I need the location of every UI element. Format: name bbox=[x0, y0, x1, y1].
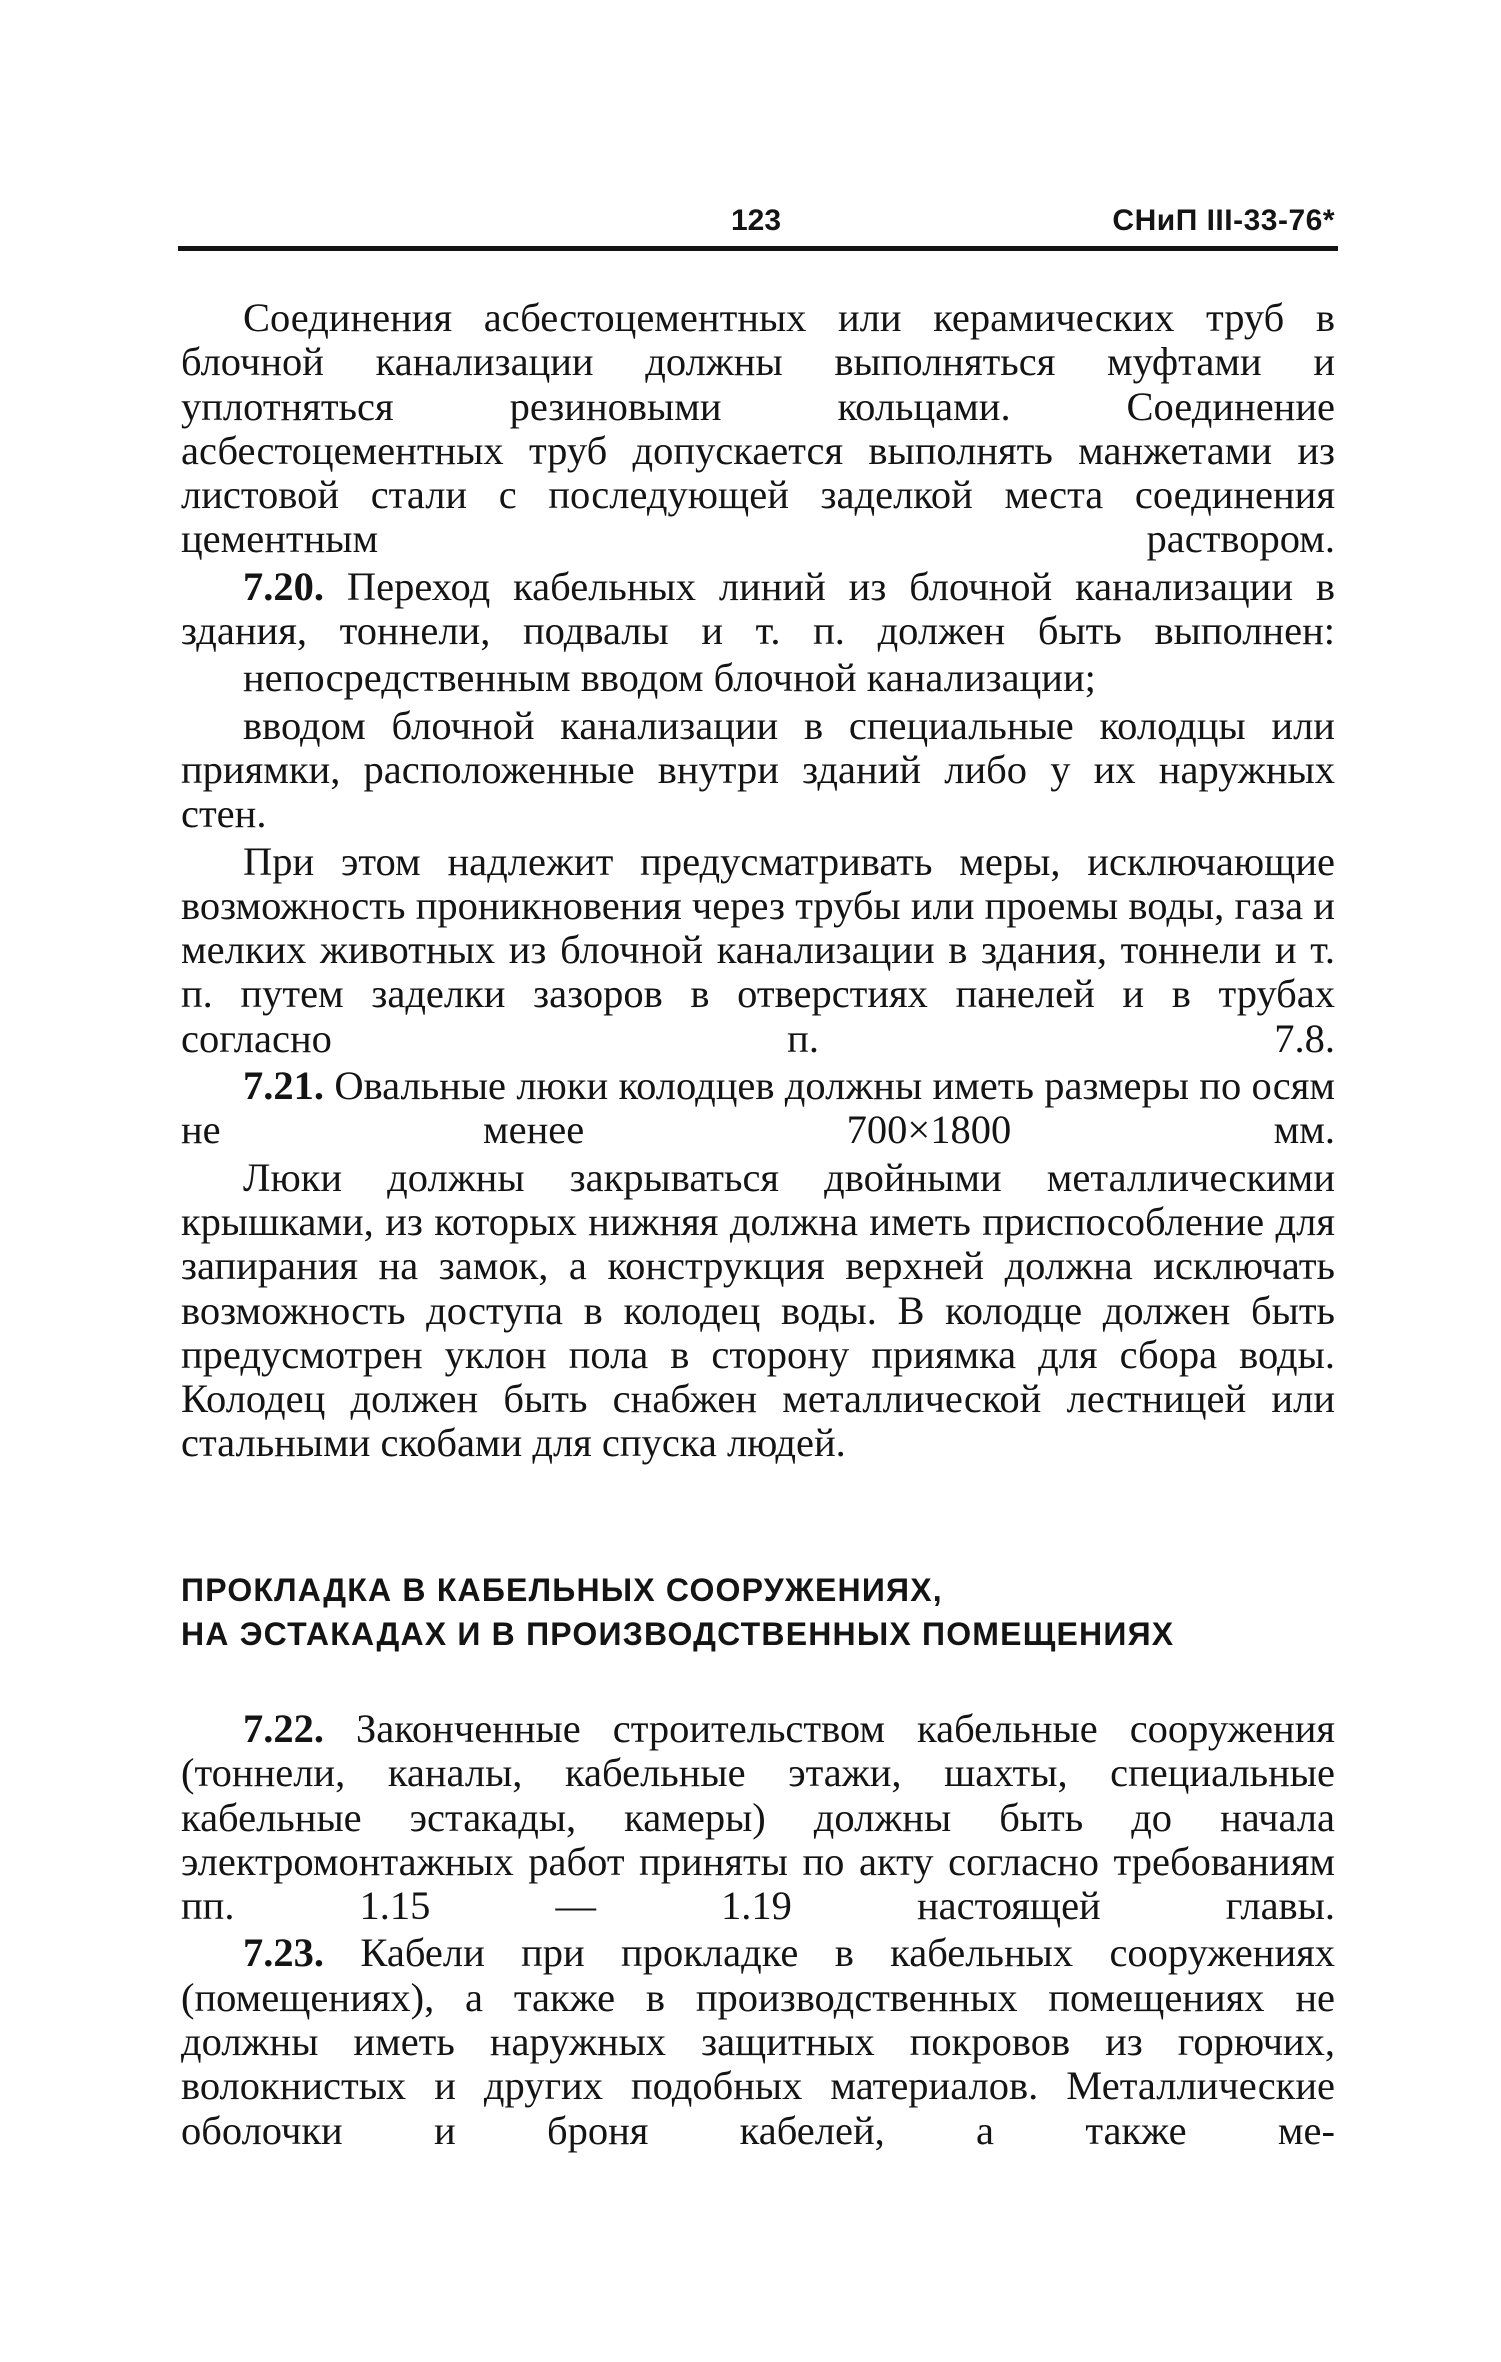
paragraph-7-23 bbox=[181, 1931, 1335, 2152]
section-heading-line-2: НА ЭСТАКАДАХ И В ПРОИЗВОДСТВЕННЫХ ПОМЕЩЕНИЯХ bbox=[181, 1616, 1175, 1652]
paragraph-text: Кабели при прокладке в кабельных сооружениях (помещениях), а также в производственных помещениях не должны иметь наружных защитных покровов из горючих, волокнистых и других подобных материалов. Металлические оболочки и броня кабелей, а также ме- bbox=[181, 1930, 1335, 2153]
running-header bbox=[181, 196, 1335, 246]
paragraph bbox=[181, 840, 1335, 1061]
paragraph-7-20 bbox=[181, 565, 1335, 654]
paragraph bbox=[181, 1156, 1335, 1466]
paragraph-text: Законченные строительством кабельные сооружения (тоннели, каналы, кабельные этажи, шахты, специальные кабельные эстакады, камеры) должны быть до начала электромонтажных работ приняты по акту согласно требованиям пп. 1.15 — 1.19 настоящей главы. bbox=[181, 1706, 1336, 1929]
clause-number: 7.20. bbox=[243, 563, 324, 609]
paragraph-text: Люки должны закрываться двойными металлическими крышками, из которых нижняя должна иметь приспособление для запирания на замок, а конструкция верхней должна исключать возможность доступа в колодец воды. В колодце должен быть предусмотрен уклон пола в сторону приямка для сбора воды. Колодец должен быть снабжен металлической лестницей или стальными скобами для спуска людей. bbox=[181, 1154, 1335, 1466]
document-code: СНиП III-33-76* bbox=[1112, 204, 1335, 237]
paragraph-text: Овальные люки колодцев должны иметь размеры по осям не менее 700×1800 мм. bbox=[181, 1063, 1336, 1153]
paragraph-text: При этом надлежит предусматривать меры, исключающие возможность проникновения через трубы или проемы воды, газа и мелких животных из блочной канализации в здания, тоннели и т. п. путем заделки зазоров в отверстиях панелей и в трубах согласно п. 7.8. bbox=[181, 838, 1335, 1061]
section-heading-line-1: ПРОКЛАДКА В КАБЕЛЬНЫХ СООРУЖЕНИЯХ, bbox=[181, 1572, 943, 1608]
paragraph-7-22 bbox=[181, 1707, 1335, 1928]
paragraph-text: Переход кабельных линий из блочной канализации в здания, тоннели, подвалы и т. п. должен быть выполнен: bbox=[181, 563, 1335, 654]
body-text-section-1 bbox=[181, 296, 1335, 1466]
paragraph bbox=[181, 704, 1335, 837]
clause-number: 7.21. bbox=[243, 1063, 324, 1109]
clause-number: 7.23. bbox=[243, 1930, 324, 1976]
section-heading bbox=[181, 1568, 1335, 1656]
body-text-section-2 bbox=[181, 1707, 1335, 2153]
paragraph-text: Соединения асбестоцементных или керамических труб в блочной канализации должны выполняться муфтами и уплотняться резиновыми кольцами. Соединение асбестоцементных труб допускается выполнять манжетами из листовой стали с последующей заделкой места соединения цементным раствором. bbox=[181, 295, 1335, 562]
clause-number: 7.22. bbox=[243, 1706, 324, 1751]
paragraph-text: вводом блочной канализации в специальные колодцы или приямки, расположенные внутри зданий либо у их наружных стен. bbox=[181, 702, 1335, 837]
paragraph-7-21 bbox=[181, 1064, 1335, 1153]
header-rule bbox=[178, 246, 1338, 251]
paragraph bbox=[181, 656, 1335, 700]
paragraph bbox=[181, 296, 1335, 562]
page-number: 123 bbox=[731, 204, 782, 237]
paragraph-text: непосредственным вводом блочной канализации; bbox=[243, 655, 1096, 701]
